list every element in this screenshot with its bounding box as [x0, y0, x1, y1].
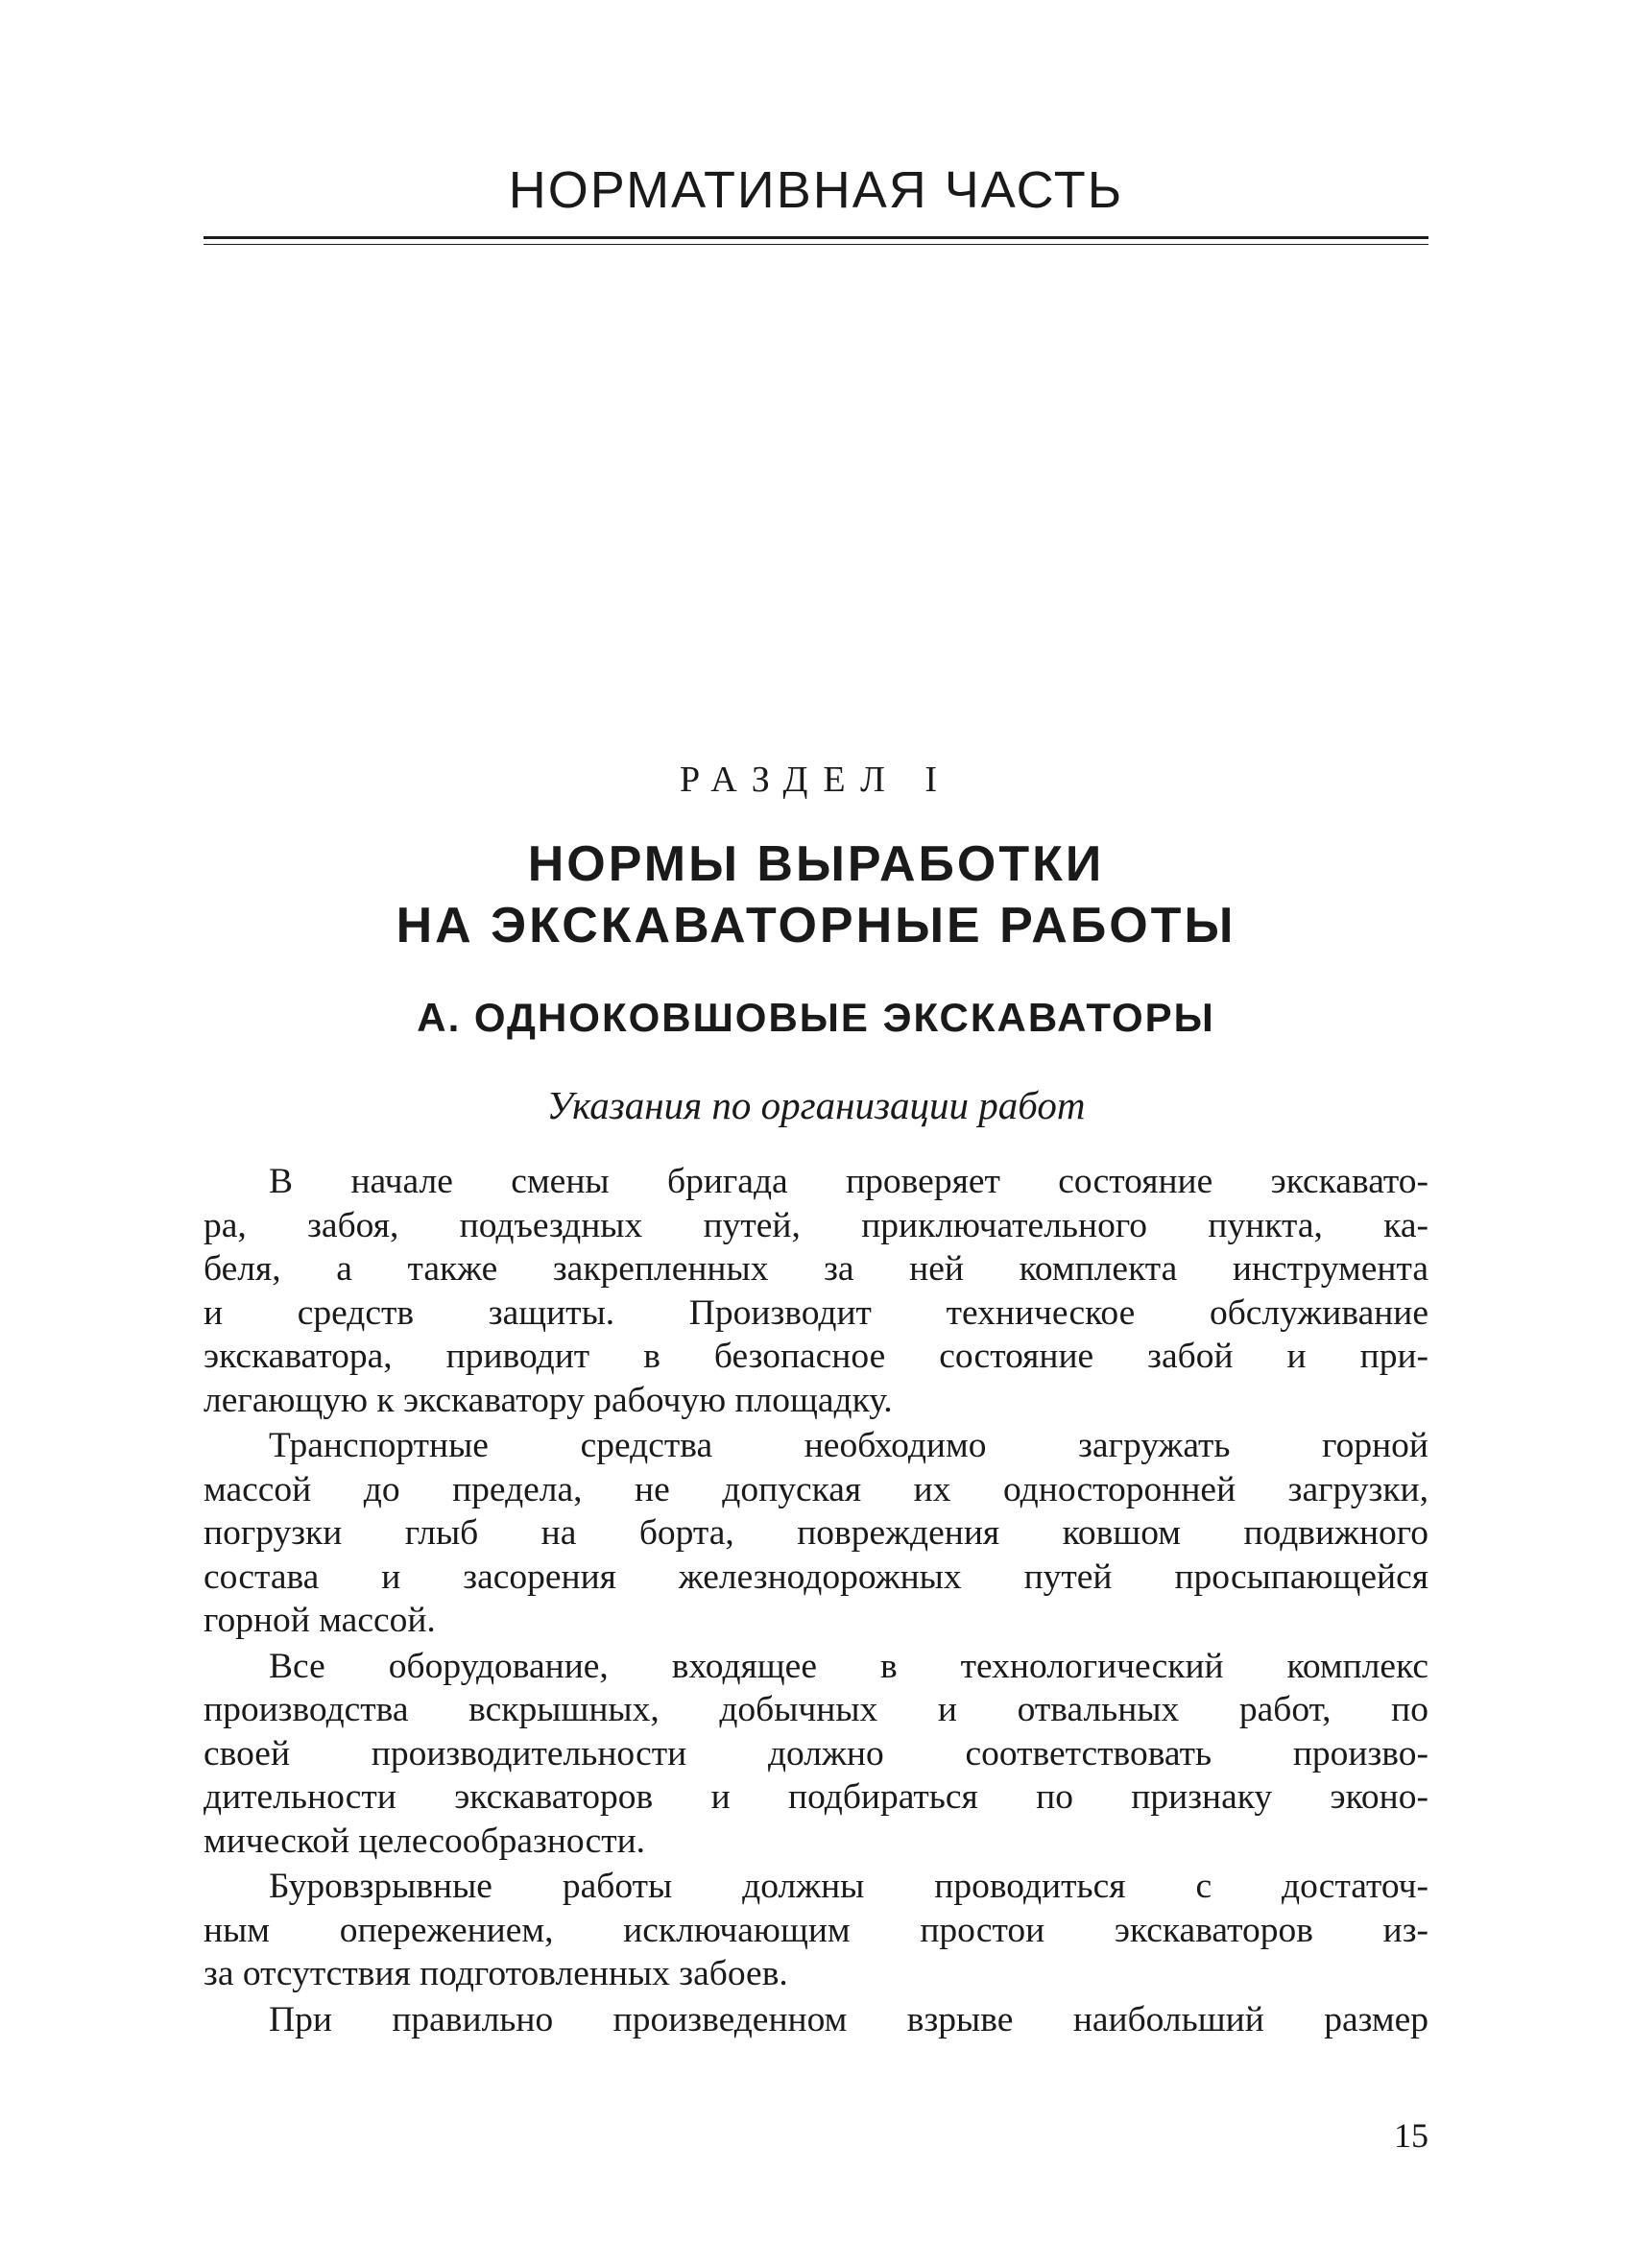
paragraph-line: В начале смены бригада проверяет состояние экскавато-	[269, 1162, 1428, 1201]
paragraph-line: своей производительности должно соответствовать произво-	[204, 1733, 1428, 1773]
paragraph-line: ным опережением, исключающим простои экскаваторов из-	[204, 1910, 1428, 1950]
subsection-title: А. ОДНОКОВШОВЫЕ ЭКСКАВАТОРЫ	[417, 995, 1215, 1040]
paragraph-line: дительности экскаваторов и подбираться по признаку эконо-	[204, 1777, 1428, 1817]
paragraph-line: массой до предела, не допуская их односторонней загрузки,	[204, 1469, 1428, 1509]
paragraph-line: производства вскрышных, добычных и отвальных работ, по	[204, 1690, 1428, 1729]
paragraph-line: горной массой.	[204, 1601, 436, 1640]
body-text	[204, 1160, 1428, 2043]
header-rule-thin	[204, 244, 1428, 245]
paragraph-line: беля, а также закрепленных за ней комплекта инструмента	[204, 1249, 1428, 1289]
section-label: РАЗДЕЛ I	[679, 760, 953, 800]
header-rule-thick	[204, 236, 1428, 239]
paragraph-line: и средств защиты. Производит техническое обслуживание	[204, 1292, 1428, 1333]
paragraph-line: ра, забоя, подъездных путей, приключательного пункта, ка-	[204, 1205, 1428, 1245]
paragraph-line: Буровзрывные работы должны проводиться с достаточ-	[269, 1867, 1428, 1906]
subheading: Указания по организации работ	[546, 1083, 1086, 1127]
paragraph-line: мической целесообразности.	[204, 1821, 646, 1861]
section-title-line-2: НА ЭКСКАВАТОРНЫЕ РАБОТЫ	[396, 898, 1236, 953]
paragraph-line: погрузки глыб на борта, повреждения ковшом подвижного	[204, 1513, 1428, 1553]
paragraph-line: Все оборудование, входящее в технологический комплекс	[269, 1646, 1428, 1686]
paragraph-line: При правильно произведенном взрыве наибольший размер	[269, 1999, 1428, 2039]
running-head: НОРМАТИВНАЯ ЧАСТЬ	[508, 161, 1124, 219]
paragraph-2	[204, 1424, 1428, 1643]
paragraph-line: Транспортные средства необходимо загружать горной	[269, 1426, 1428, 1465]
section-title-line-1: НОРМЫ ВЫРАБОТКИ	[527, 836, 1105, 892]
paragraph-5	[204, 1998, 1428, 2042]
paragraph-line: состава и засорения железнодорожных путей просыпающейся	[204, 1556, 1428, 1597]
page-number: 15	[1394, 2116, 1428, 2155]
section-title	[204, 833, 1428, 956]
paragraph-line: экскаватора, приводит в безопасное состояние забой и при-	[204, 1337, 1428, 1376]
paragraph-3	[204, 1645, 1428, 1864]
paragraph-4	[204, 1865, 1428, 1996]
paragraph-line: легающую к экскаватору рабочую площадку.	[204, 1380, 893, 1420]
paragraph-line: за отсутствия подготовленных забоев.	[204, 1954, 788, 1993]
paragraph-1	[204, 1160, 1428, 1422]
